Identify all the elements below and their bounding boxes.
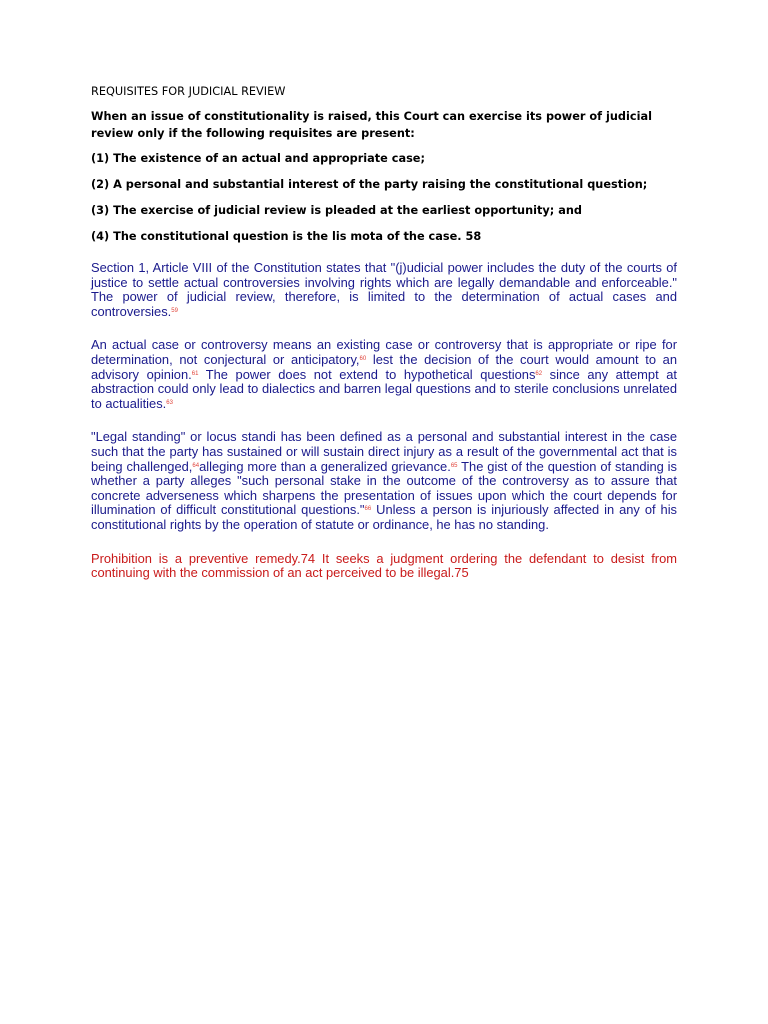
- requisite-item-3: (3) The exercise of judicial review is pleaded at the earliest opportunity; and: [91, 204, 582, 217]
- document-body: [91, 84, 677, 581]
- paragraph-text: Unless a person is injuriously affected in any of his constitutional rights by the operation of statute or ordinance, he has no standing.: [91, 502, 678, 532]
- footnote-ref: 65: [450, 462, 458, 469]
- paragraph-text: An actual case or controversy means an existing case or controversy that is appropriate or ripe for determination, not conjectural or anticipatory,: [91, 337, 677, 367]
- footnote-ref: 64: [192, 462, 200, 469]
- legal-standing-paragraph: [91, 430, 677, 532]
- requisites-intro: When an issue of constitutionality is raised, this Court can exercise its power of judicial review only if the following requisites are present:: [91, 110, 652, 140]
- actual-case-paragraph: [91, 338, 677, 411]
- footnote-ref: 60: [359, 355, 367, 362]
- judicial-power-paragraph: [91, 261, 677, 319]
- paragraph-text: The gist of the question of standing is whether a party alleges "such personal stake in the outcome of the controversy as to assure that concrete adverseness which sharpens the presentation of issues upon which the court depends for illumination of difficult constitutional questions.": [91, 458, 677, 518]
- requisite-item-4: (4) The constitutional question is the lis mota of the case. 58: [91, 230, 482, 243]
- footnote-ref: 63: [166, 399, 173, 406]
- paragraph-text: The power does not extend to hypothetical questions: [198, 366, 536, 382]
- prohibition-paragraph: Prohibition is a preventive remedy.74 It seeks a judgment ordering the defendant to desist from continuing with the commission of an act perceived to be illegal.75: [91, 550, 677, 581]
- paragraph-text: Section 1, Article VIII of the Constitution states that "(j)udicial power includes the duty of the courts of justice to settle actual controversies involving rights which are legally demandable and enforceable." The power of judicial review, therefore, is limited to the determination of actual cases and controversies.: [91, 260, 677, 319]
- paragraph-text: alleging more than a generalized grievance.: [199, 458, 451, 474]
- footnote-ref: 62: [535, 370, 543, 377]
- requisite-item-1: (1) The existence of an actual and appropriate case;: [91, 152, 425, 165]
- footnote-ref: 61: [191, 370, 199, 377]
- requisite-item-2: (2) A personal and substantial interest of the party raising the constitutional question;: [91, 178, 648, 191]
- paragraph-text: lest the decision of the court would amount to an advisory opinion.: [91, 351, 678, 382]
- document-heading: REQUISITES FOR JUDICIAL REVIEW: [91, 85, 286, 98]
- paragraph-text: since any attempt at abstraction could only lead to dialectics and barren legal questions and to sterile conclusions unrelated to actualities.: [91, 366, 677, 411]
- footnote-ref: 59: [171, 307, 178, 314]
- footnote-ref: 66: [364, 506, 372, 513]
- paragraph-text: "Legal standing" or locus standi has been defined as a personal and substantial interest in the case such that the party has sustained or will sustain direct injury as a result of the governmental act that is being challenged,: [91, 429, 677, 474]
